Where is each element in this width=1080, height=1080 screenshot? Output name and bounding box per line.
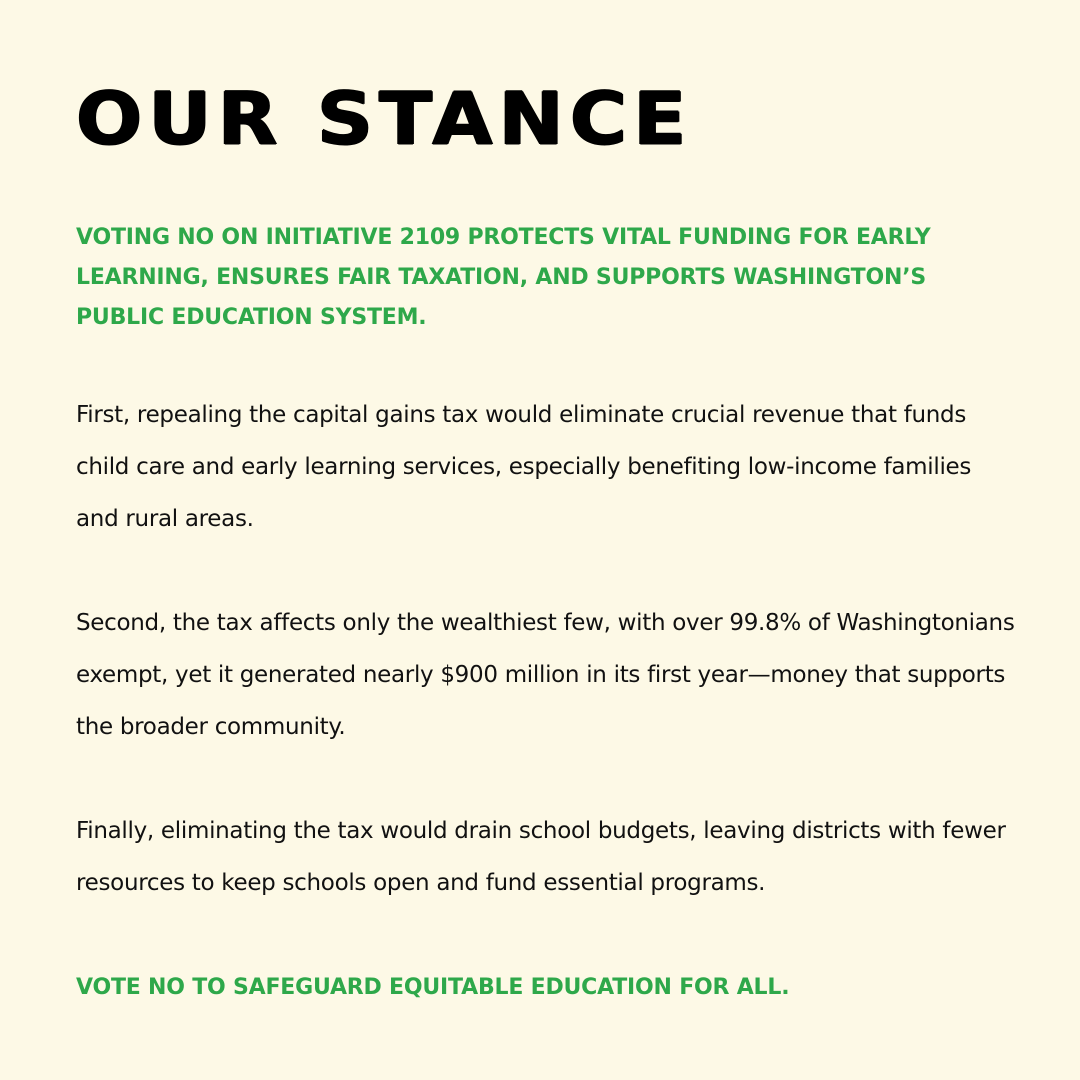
paragraph-first: First, repealing the capital gains tax would eliminate crucial revenue that funds child care and early learning services, especially benefiting low-income families and rural areas. <box>76 402 972 532</box>
closing-call-to-action: VOTE NO TO SAFEGUARD EQUITABLE EDUCATION FOR ALL. <box>76 975 790 1000</box>
lead-statement: VOTING NO ON INITIATIVE 2109 PROTECTS VITAL FUNDING FOR EARLY LEARNING, ENSURES FAIR TAXATION, AND SUPPORTS WASHINGTON’S PUBLIC EDUCATION SYSTEM. <box>76 225 931 330</box>
paragraph-second: Second, the tax affects only the wealthiest few, with over 99.8% of Washingtonians exempt, yet it generated nearly $900 million in its first year—money that supports the broader community. <box>76 610 1015 740</box>
paragraph-finally: Finally, eliminating the tax would drain school budgets, leaving districts with fewer resources to keep schools open and fund essential programs. <box>76 818 1006 896</box>
page-title: OUR STANCE <box>76 78 693 162</box>
